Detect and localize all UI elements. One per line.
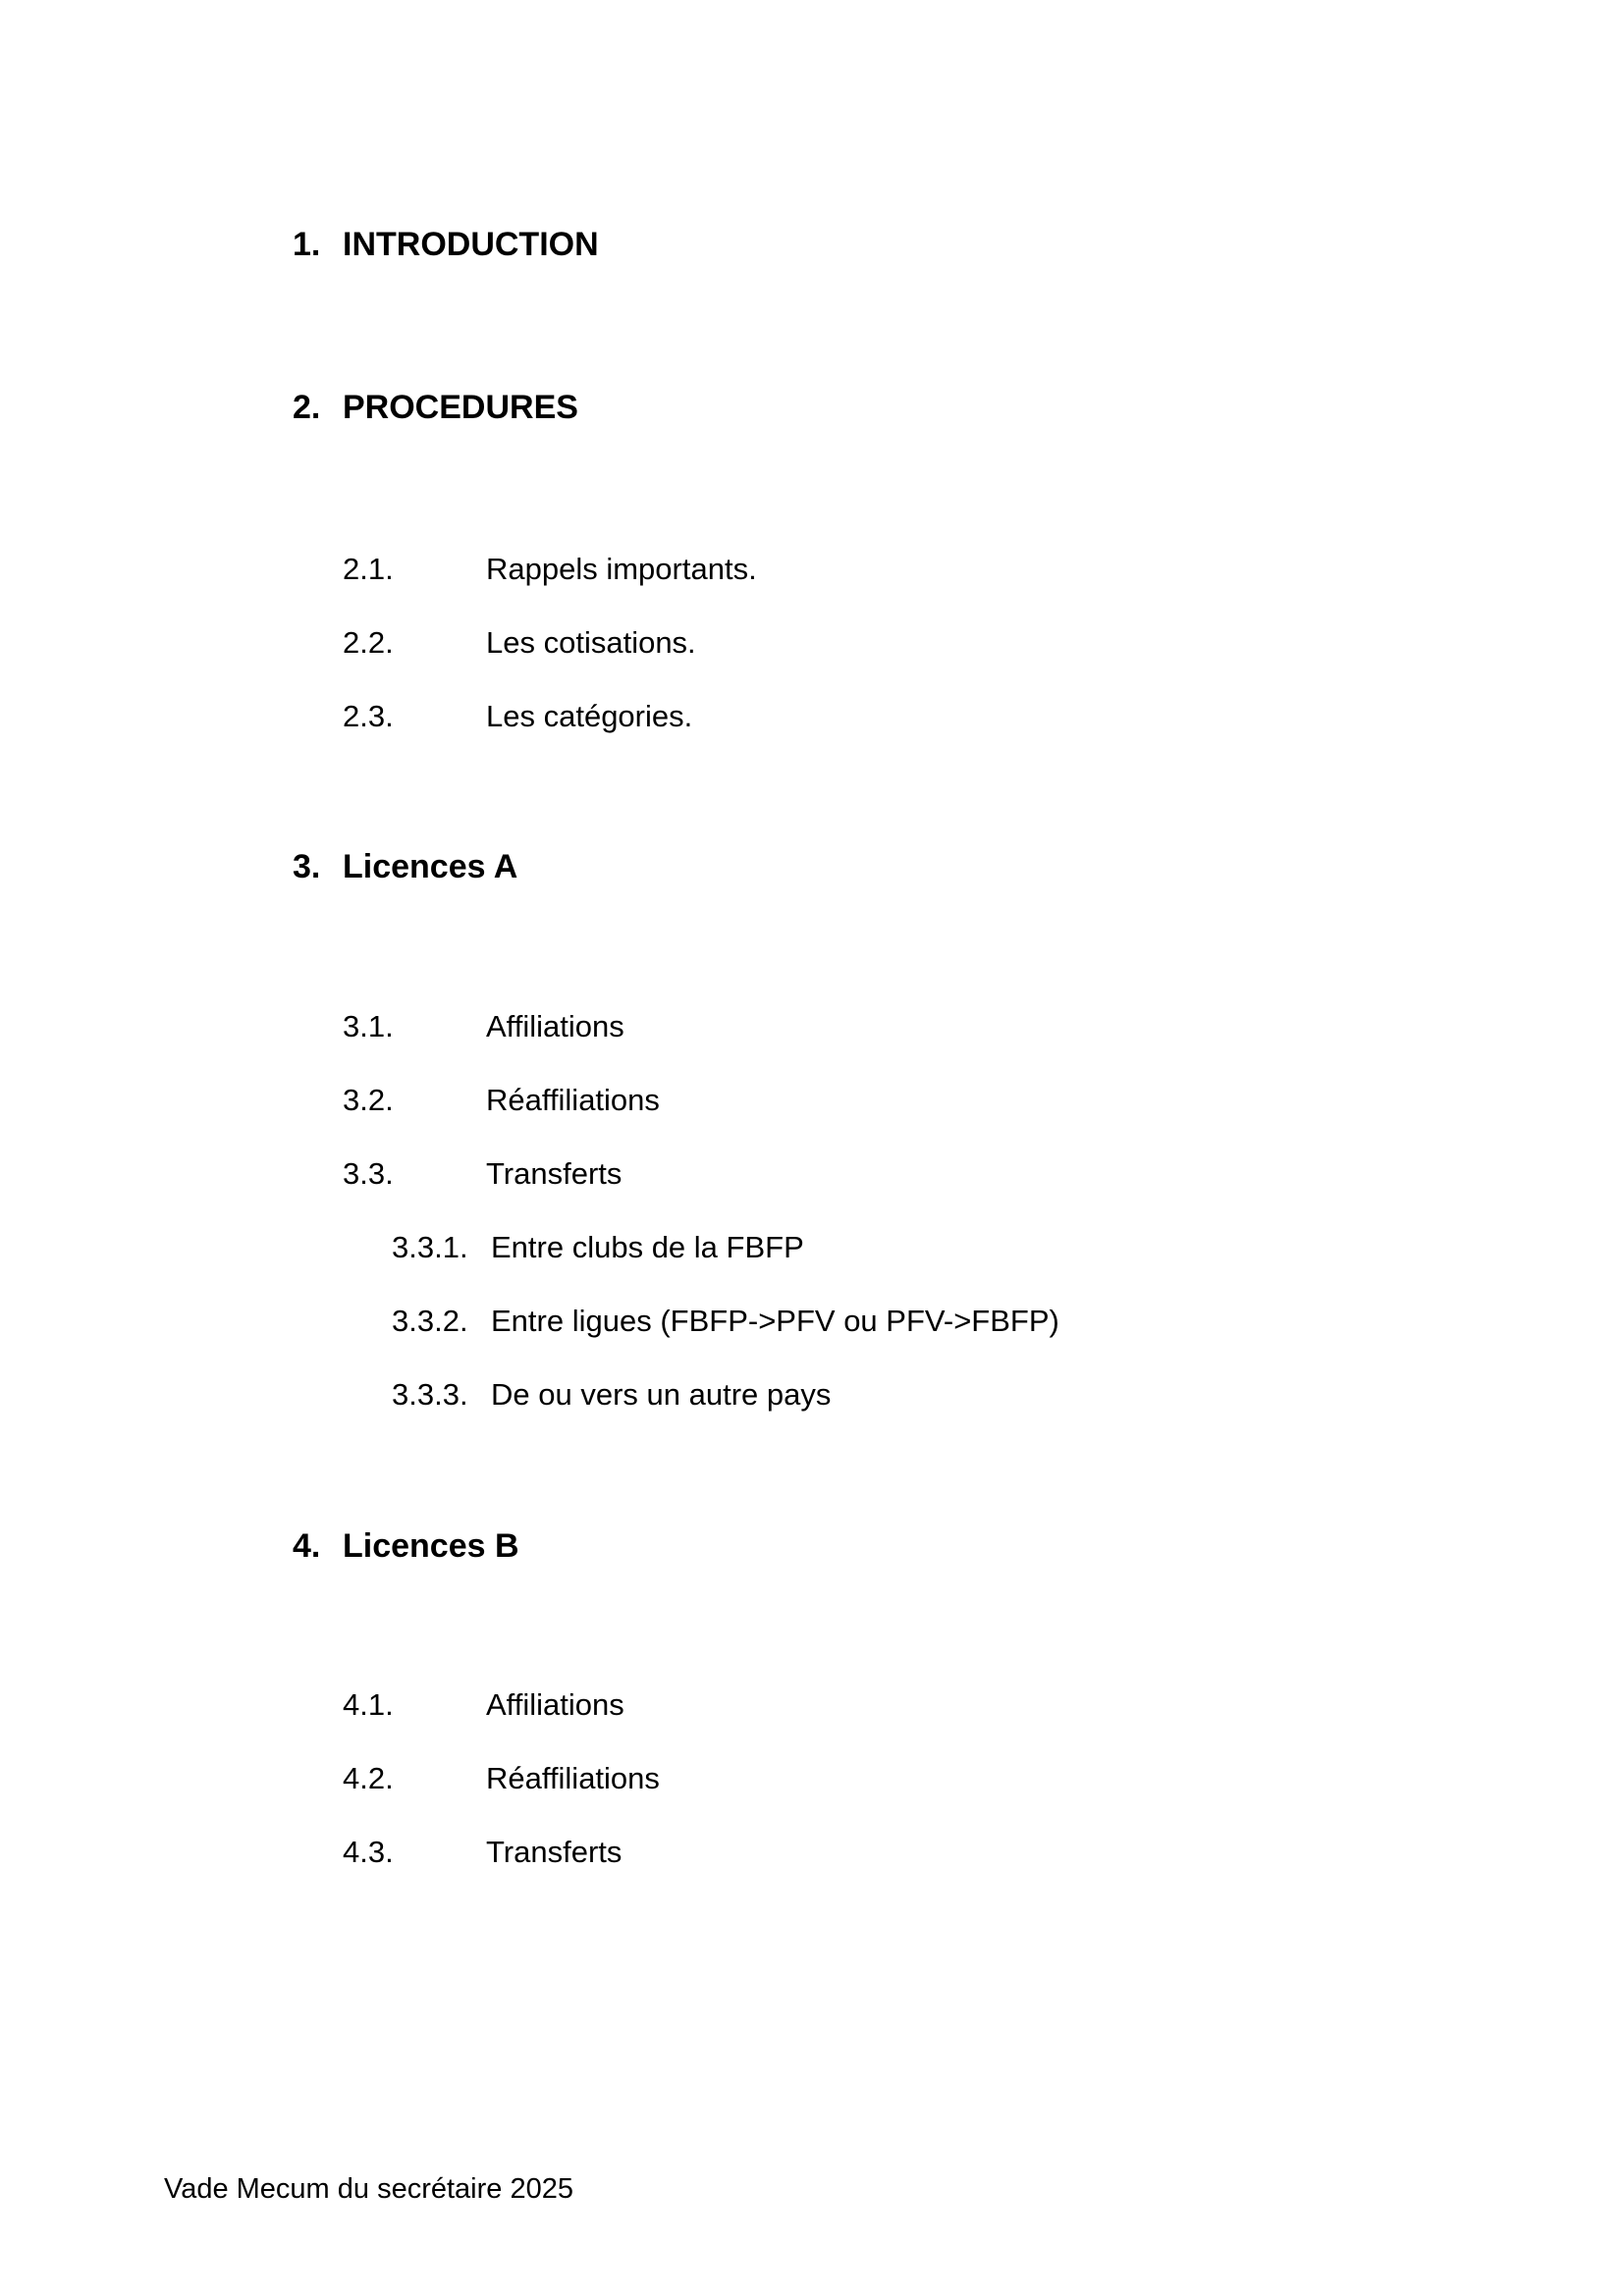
heading-number: 1.: [293, 226, 321, 263]
subheading-number: 4.3.: [343, 1835, 394, 1869]
subheading-title: Les cotisations.: [486, 625, 696, 660]
heading-title: PROCEDURES: [343, 389, 578, 426]
subheading-number: 3.3.: [343, 1156, 394, 1191]
subheading-number: 4.1.: [343, 1687, 394, 1722]
subheading-title: Réaffiliations: [486, 1083, 660, 1117]
heading-number: 2.: [293, 389, 321, 426]
heading-number: 4.: [293, 1527, 321, 1565]
subheading-number: 2.1.: [343, 552, 394, 586]
subsubheading-number: 3.3.3.: [392, 1377, 468, 1412]
page-footer: Vade Mecum du secrétaire 2025: [164, 2173, 573, 2205]
subsubheading-title: Entre ligues (FBFP->PFV ou PFV->FBFP): [491, 1304, 1059, 1338]
heading-title: Licences A: [343, 848, 518, 885]
subheading-title: Réaffiliations: [486, 1761, 660, 1795]
subheading-title: Transferts: [486, 1156, 623, 1191]
subheading-number: 4.2.: [343, 1761, 394, 1795]
subsubheading-title: Entre clubs de la FBFP: [491, 1230, 804, 1264]
subsubheading-title: De ou vers un autre pays: [491, 1377, 832, 1412]
subsubheading-number: 3.3.2.: [392, 1304, 468, 1338]
subheading-title: Transferts: [486, 1835, 623, 1869]
subheading-title: Les catégories.: [486, 699, 693, 733]
heading-number: 3.: [293, 848, 321, 885]
subheading-title: Rappels importants.: [486, 552, 757, 586]
subheading-number: 3.1.: [343, 1009, 394, 1043]
heading-title: Licences B: [343, 1527, 519, 1565]
subheading-number: 2.2.: [343, 625, 394, 660]
subheading-title: Affiliations: [486, 1687, 624, 1722]
heading-title: INTRODUCTION: [343, 226, 599, 263]
subheading-title: Affiliations: [486, 1009, 624, 1043]
subheading-number: 2.3.: [343, 699, 394, 733]
subsubheading-number: 3.3.1.: [392, 1230, 468, 1264]
subheading-number: 3.2.: [343, 1083, 394, 1117]
